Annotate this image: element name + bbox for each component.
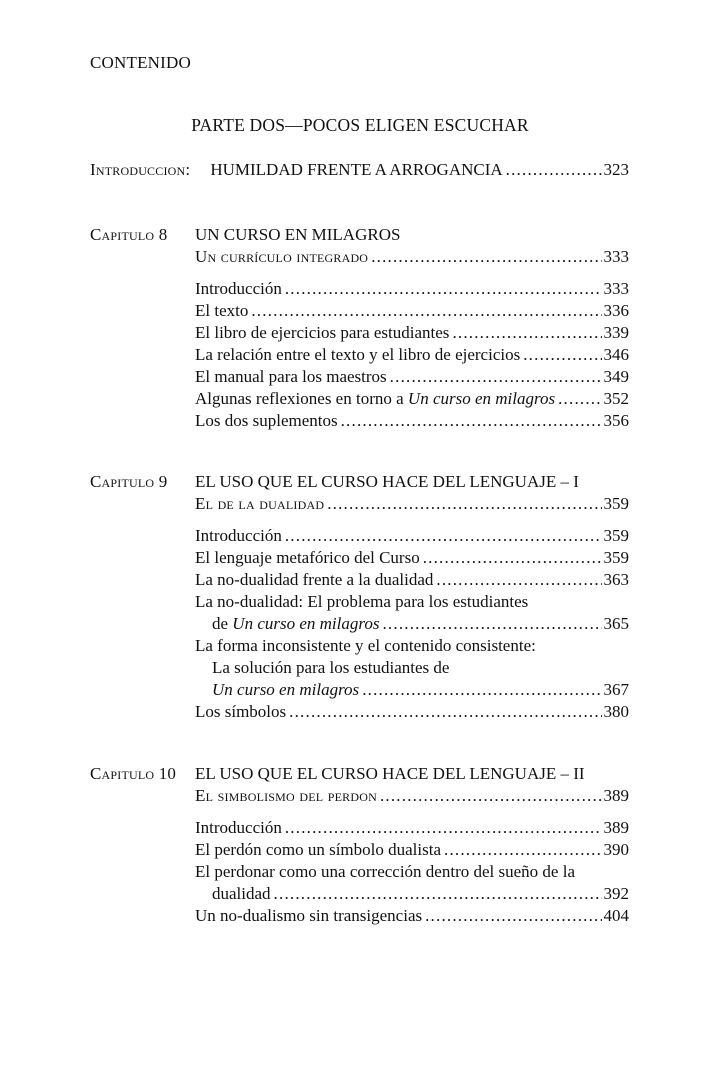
- toc-entry: [195, 817, 629, 839]
- chapter-10-subtitle: [195, 785, 629, 807]
- leader-dots: [285, 817, 602, 839]
- page-number: 359: [603, 526, 629, 545]
- entry-text-italic: Un curso en milagros: [232, 614, 380, 633]
- leader-dots: [327, 493, 601, 515]
- entry-text: dualidad: [212, 884, 271, 903]
- chapter-9-label: Capitulo 9: [90, 472, 168, 491]
- leader-dots: [362, 679, 601, 701]
- subtitle-text: Un currículo integrado: [195, 247, 369, 266]
- page-number: 363: [603, 570, 629, 589]
- page-number: 346: [603, 345, 629, 364]
- toc-entry: [195, 388, 629, 410]
- chapter-9-title: EL USO QUE EL CURSO HACE DEL LENGUAJE – I: [195, 472, 579, 491]
- toc-entry: [195, 839, 629, 861]
- page-number: 389: [603, 786, 629, 805]
- page-number: 339: [603, 323, 629, 342]
- entry-text: Los dos suplementos: [195, 411, 338, 430]
- chapter-8-label: Capitulo 8: [90, 225, 168, 244]
- leader-dots: [285, 525, 602, 547]
- intro-title: HUMILDAD FRENTE A ARROGANCIA: [210, 160, 503, 179]
- toc-entry-continuation: [212, 613, 629, 635]
- entry-text: La forma inconsistente y el contenido consistente:: [195, 636, 536, 655]
- entry-text: La relación entre el texto y el libro de ejercicios: [195, 345, 521, 364]
- chapter-8-subtitle: [195, 246, 629, 268]
- page-number: 352: [603, 389, 629, 408]
- page-number: 380: [603, 702, 629, 721]
- page-number: 404: [603, 906, 629, 925]
- page-number: 359: [603, 548, 629, 567]
- toc-entry-continuation: [212, 883, 629, 905]
- toc-entry-introduccion: [90, 159, 629, 181]
- leader-dots: [436, 569, 601, 591]
- page-number: 323: [603, 160, 629, 179]
- page-number: 392: [603, 884, 629, 903]
- toc-entry: [195, 366, 629, 388]
- leader-dots: [558, 388, 601, 410]
- chapter-9-subtitle: [195, 493, 629, 515]
- toc-entry: [195, 344, 629, 366]
- entry-text: El perdón como un símbolo dualista: [195, 840, 441, 859]
- toc-entry: [195, 569, 629, 591]
- toc-entry: [195, 525, 629, 547]
- page-number: 359: [603, 494, 629, 513]
- page-number: 356: [603, 411, 629, 430]
- page-number: 333: [603, 247, 629, 266]
- entry-text: Introducción: [195, 818, 282, 837]
- entry-text: El libro de ejercicios para estudiantes: [195, 323, 450, 342]
- leader-dots: [274, 883, 602, 905]
- entry-text: El texto: [195, 301, 249, 320]
- toc-entry-line: [195, 635, 536, 657]
- toc-entry: [195, 905, 629, 927]
- subtitle-text: El simbolismo del perdon: [195, 786, 377, 805]
- toc-entry-line: [195, 591, 528, 613]
- entry-text: La solución para los estudiantes de: [212, 658, 450, 677]
- page-number: 390: [603, 840, 629, 859]
- page-number: 333: [603, 279, 629, 298]
- entry-text-italic: Un curso en milagros: [212, 680, 360, 699]
- entry-text: Los símbolos: [195, 702, 287, 721]
- leader-dots: [452, 322, 601, 344]
- toc-entry: [195, 322, 629, 344]
- leader-dots: [285, 278, 602, 300]
- leader-dots: [423, 547, 602, 569]
- leader-dots: [382, 613, 601, 635]
- leader-dots: [506, 159, 602, 181]
- leader-dots: [425, 905, 601, 927]
- entry-text: Introducción: [195, 526, 282, 545]
- leader-dots: [380, 785, 602, 807]
- toc-entry: [195, 701, 629, 723]
- part-title: PARTE DOS—POCOS ELIGEN ESCUCHAR: [191, 115, 529, 135]
- chapter-10-label: Capitulo 10: [90, 764, 177, 783]
- entry-text: La no-dualidad: El problema para los estudiantes: [195, 592, 529, 611]
- subtitle-text: El de la dualidad: [195, 494, 325, 513]
- intro-label: Introduccion:: [90, 160, 191, 179]
- leader-dots: [390, 366, 602, 388]
- page-number: 349: [603, 367, 629, 386]
- leader-dots: [341, 410, 602, 432]
- page-number: 367: [603, 680, 629, 699]
- toc-entry: [195, 278, 629, 300]
- entry-text: Introducción: [195, 279, 282, 298]
- entry-text: Algunas reflexiones en torno a: [195, 389, 408, 408]
- page-number: 365: [603, 614, 629, 633]
- page-number: 389: [603, 818, 629, 837]
- entry-text: Un no-dualismo sin transigencias: [195, 906, 423, 925]
- leader-dots: [371, 246, 601, 268]
- toc-entry: [195, 547, 629, 569]
- entry-text: El manual para los maestros: [195, 367, 387, 386]
- page-number: 336: [603, 301, 629, 320]
- toc-entry-continuation: [212, 657, 449, 679]
- chapter-8-title: UN CURSO EN MILAGROS: [195, 225, 401, 244]
- entry-text: La no-dualidad frente a la dualidad: [195, 570, 434, 589]
- toc-entry-line: [195, 861, 575, 883]
- toc-entry: [195, 300, 629, 322]
- leader-dots: [444, 839, 602, 861]
- toc-entry-continuation: [212, 679, 629, 701]
- leader-dots: [289, 701, 601, 723]
- entry-text: El lenguaje metafórico del Curso: [195, 548, 420, 567]
- leader-dots: [523, 344, 601, 366]
- entry-text-italic: Un curso en milagros: [407, 389, 556, 408]
- leader-dots: [251, 300, 601, 322]
- chapter-10-title: EL USO QUE EL CURSO HACE DEL LENGUAJE – II: [195, 764, 585, 783]
- running-head: CONTENIDO: [90, 53, 191, 72]
- entry-text: de: [212, 614, 233, 633]
- toc-entry: [195, 410, 629, 432]
- entry-text: El perdonar como una corrección dentro del sueño de la: [195, 862, 575, 881]
